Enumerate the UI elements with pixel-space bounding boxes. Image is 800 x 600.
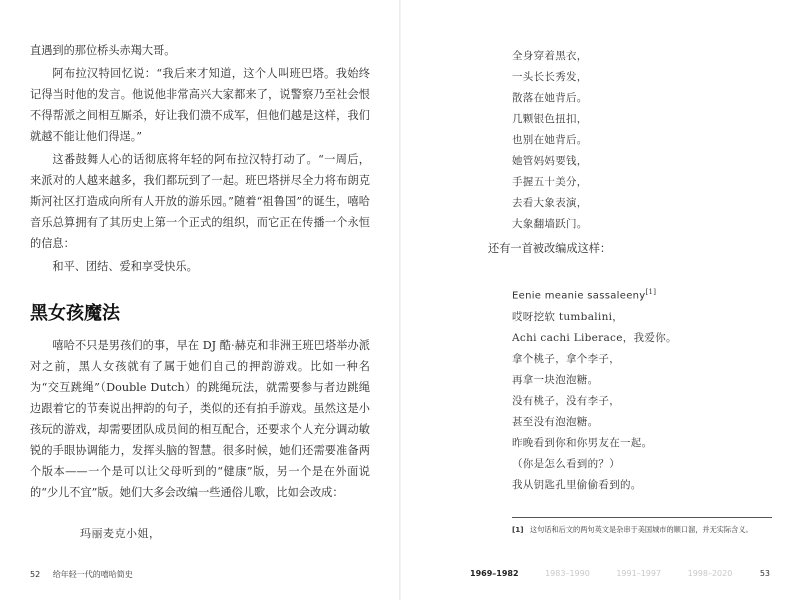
footnote [512,524,782,535]
era-label: 1998–2020 [687,569,733,578]
footnote-reference[interactable]: [1] [645,288,657,296]
footer-right [470,569,770,578]
poem-line: 去看大象表演， [512,197,588,209]
poem-line: 我从钥匙孔里偷偷看到的。 [512,478,642,491]
era-label: 1983–1990 [545,569,590,578]
poem-line: 手握五十美分， [512,176,588,188]
paragraph-4: 和平、团结、爱和享受快乐。 [52,260,198,273]
left-page [30,40,370,560]
footer-left [30,569,133,580]
footnote-divider [512,517,772,518]
poem-2 [512,282,782,496]
poem-line: 哎呀挖软 tumbalini， [512,310,624,323]
poem-line: 全身穿着黑衣， [512,50,588,62]
paragraph-2: 阿布拉汉特回忆说：“我后来才知道，这个人叫班巴塔。我始终记得当时他的发言。他说他非常高兴大家都来了，说警察乃至社会恨不得帮派之间相互厮杀，好让我们溃不成军，但他们越是这样，我们就越不能让他们得逞。” [30,67,370,143]
section-paragraph: 嘻哈不只是男孩们的事，早在 DJ 酷·赫克和非洲王班巴塔举办派对之前，黑人女孩就有了属于她们自己的押韵游戏。比如一种名为“交互跳绳”（Double Dutch）的跳绳玩法，就需要参与者边跳绳边跟着它的节奏说出押韵的句子，类似的还有拍手游戏。虽然这是小孩玩的游戏，却需要团队成员间的相互配合，还要求个人充分调动敏锐的手眼协调能力，发挥头脑的智慧。很多时候，她们还需要准备两个版本——一个是可以让父母听到的“健康”版，另一个是在外面说的“少儿不宜”版。她们大多会改编一些通俗儿歌，比如会改成： [30,339,370,499]
page-number-left: 52 [30,570,41,579]
poem-line: 甚至没有泡泡糖。 [512,415,599,428]
poem-line [512,282,782,307]
era-label-current: 1969–1982 [470,569,519,578]
paragraph-3: 这番鼓舞人心的话彻底将年轻的阿布拉汉特打动了。“一周后，来派对的人越来越多，我们都玩到了一起。班巴塔拼尽全力将布朗克斯河社区打造成向所有人开放的游乐园。”随着“祖鲁国”的诞生，嘻哈音乐总算拥有了其历史上第一个正式的组织，而它正在传播一个永恒的信息： [30,153,370,250]
poem-line-text: Eenie meanie sassaleeny [512,290,646,302]
footnote-text: 这句话和后文的两句英文是杂串于美国城市的顺口溜，并无实际含义。 [529,525,753,534]
poem-line: 一头长长秀发， [512,71,588,83]
poem-line: （你是怎么看到的？） [512,457,620,470]
poem-line: 几颗银色扭扣， [512,113,588,125]
poem-line: 拿个桃子，拿个李子， [512,352,620,365]
poem-line: 再拿一块泡泡糖。 [512,373,599,386]
poem-line: 没有桃子，没有李子， [512,394,620,407]
era-label: 1991–1997 [616,569,662,578]
poem-line: 她管妈妈要钱， [512,155,588,167]
page-number-right: 53 [759,569,770,578]
poem-line: 散落在她背后。 [512,92,588,104]
poem-first-line: 玛丽麦克小姐， [80,527,161,540]
paragraph-1: 直遇到的那位桥头赤羯大哥。 [30,44,176,57]
poem-line: 也别在她背后。 [512,134,588,146]
poem-line: 大象翻墙跃门。 [512,218,588,230]
poem-line: 昨晚看到你和你男友在一起。 [512,436,653,449]
book-title: 给年轻一代的嘻哈简史 [52,570,133,579]
transition-text: 还有一首被改编成这样： [488,242,612,255]
poem-line: Achi cachi Liberace，我爱你。 [512,331,677,344]
book-gutter [399,0,401,600]
footnote-mark: [1] [512,525,524,534]
section-title: 黑女孩魔法 [30,303,120,324]
poem-1 [512,46,762,235]
